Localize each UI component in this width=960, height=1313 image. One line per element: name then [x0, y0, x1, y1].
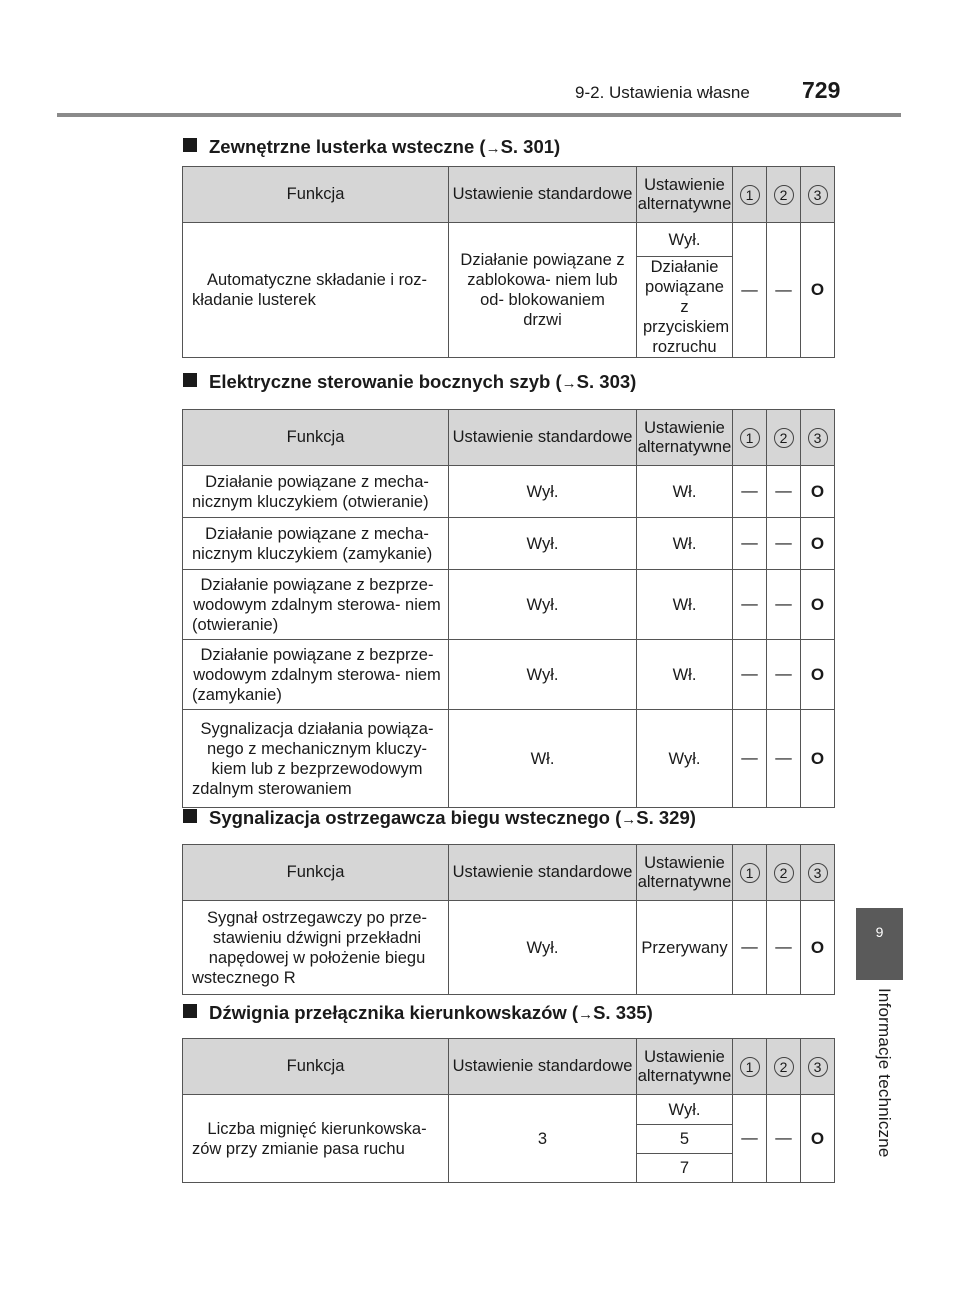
cell-mark-3: O: [801, 901, 835, 995]
section-heading-windows: [183, 371, 636, 393]
col-header-alternative: Ustawienie alternatywne: [637, 1039, 733, 1095]
cell-mark-2: —: [767, 466, 801, 518]
bullet-square-icon: [183, 373, 197, 387]
settings-table-windows: [182, 409, 835, 808]
standard-value: Działanie powiązane z zablokowa- niem lub od- blokowaniem drzwi: [449, 223, 637, 358]
col-header-alternative: Ustawienie alternatywne: [637, 167, 733, 223]
standard-value: 3: [449, 1095, 637, 1183]
alternative-value: Wł.: [637, 466, 733, 518]
chapter-label: Informacje techniczne: [875, 988, 894, 1158]
alternative-value: Wł.: [637, 570, 733, 640]
settings-table-reverse: [182, 844, 835, 995]
cell-mark-2: —: [767, 570, 801, 640]
cell-mark-2: —: [767, 901, 801, 995]
circled-two-icon: 2: [774, 428, 794, 448]
col-header-standard: Ustawienie standardowe: [449, 167, 637, 223]
cell-mark-3: O: [801, 710, 835, 808]
col-header-alternative: Ustawienie alternatywne: [637, 845, 733, 901]
col-header-1: [733, 167, 767, 223]
standard-value: Wył.: [449, 466, 637, 518]
page-reference[interactable]: S. 335): [593, 1002, 653, 1023]
standard-value: Wył.: [449, 901, 637, 995]
circled-three-icon: 3: [808, 863, 828, 883]
table-header-row: [183, 167, 835, 223]
standard-value: Wył.: [449, 570, 637, 640]
section-title: Elektryczne sterowanie bocznych szyb (: [209, 371, 562, 392]
col-header-function: Funkcja: [183, 1039, 449, 1095]
cell-mark-3: O: [801, 466, 835, 518]
circled-three-icon: 3: [808, 428, 828, 448]
table-header-row: [183, 1039, 835, 1095]
circled-three-icon: 3: [808, 1057, 828, 1077]
settings-table-turn-signal: [182, 1038, 835, 1183]
function-cell: Działanie powiązane z bezprze- wodowym zdalnym sterowa- niem (otwieranie): [183, 570, 449, 640]
cell-mark-1: —: [733, 640, 767, 710]
table-row: [183, 570, 835, 640]
bullet-square-icon: [183, 138, 197, 152]
col-header-function: Funkcja: [183, 845, 449, 901]
alternative-value: 5: [637, 1125, 733, 1154]
alternative-value: Wył.: [637, 710, 733, 808]
section-heading-mirrors: [183, 136, 560, 158]
table-row: [183, 640, 835, 710]
header-title: 9-2. Ustawienia własne: [575, 83, 750, 102]
col-header-1: [733, 845, 767, 901]
function-cell: Działanie powiązane z mecha- nicznym kluczykiem (zamykanie): [183, 518, 449, 570]
section-heading-turn-signal: [183, 1002, 653, 1024]
circled-two-icon: 2: [774, 185, 794, 205]
bullet-square-icon: [183, 809, 197, 823]
section-heading-reverse: [183, 807, 696, 829]
cell-mark-3: O: [801, 1095, 835, 1183]
table-header-row: [183, 410, 835, 466]
cell-mark-2: —: [767, 1095, 801, 1183]
function-cell: Działanie powiązane z mecha- nicznym kluczykiem (otwieranie): [183, 466, 449, 518]
circled-one-icon: 1: [740, 185, 760, 205]
arrow-right-icon: →: [485, 140, 501, 157]
alternative-value: Wł.: [637, 518, 733, 570]
alternative-value: Przerywany: [637, 901, 733, 995]
col-header-2: [767, 167, 801, 223]
alternative-value: Wył.: [637, 223, 733, 257]
settings-table-mirrors: [182, 166, 835, 358]
circled-two-icon: 2: [774, 863, 794, 883]
col-header-3: [801, 410, 835, 466]
section-title: Sygnalizacja ostrzegawcza biegu wstecznego (: [209, 807, 622, 828]
circled-two-icon: 2: [774, 1057, 794, 1077]
alternative-value: Wł.: [637, 640, 733, 710]
col-header-2: [767, 845, 801, 901]
standard-value: Wł.: [449, 710, 637, 808]
chapter-tab[interactable]: 9: [856, 908, 903, 980]
function-cell: Sygnalizacja działania powiąza- nego z mechanicznym kluczy- kiem lub z bezprzewodowym zdalnym sterowaniem: [183, 710, 449, 808]
cell-mark-1: —: [733, 1095, 767, 1183]
section-title: Dźwignia przełącznika kierunkowskazów (: [209, 1002, 579, 1023]
arrow-right-icon: →: [578, 1006, 594, 1023]
table-row: [183, 518, 835, 570]
page-reference[interactable]: S. 329): [636, 807, 696, 828]
alternative-value: 7: [637, 1154, 733, 1183]
arrow-right-icon: →: [561, 375, 577, 392]
function-cell: Sygnał ostrzegawczy po prze- stawieniu dźwigni przekładni napędowej w położenie biegu wstecznego R: [183, 901, 449, 995]
section-title: Zewnętrzne lusterka wsteczne (: [209, 136, 486, 157]
function-cell: Działanie powiązane z bezprze- wodowym zdalnym sterowa- niem (zamykanie): [183, 640, 449, 710]
alternative-value: Wył.: [637, 1095, 733, 1125]
function-cell: Automatyczne składanie i roz- kładanie lusterek: [183, 223, 449, 358]
bullet-square-icon: [183, 1004, 197, 1018]
arrow-right-icon: →: [621, 811, 637, 828]
table-row: [183, 223, 835, 257]
col-header-standard: Ustawienie standardowe: [449, 1039, 637, 1095]
page-number: 729: [802, 77, 841, 103]
col-header-3: [801, 167, 835, 223]
table-row: [183, 710, 835, 808]
cell-mark-3: O: [801, 518, 835, 570]
circled-one-icon: 1: [740, 428, 760, 448]
cell-mark-2: —: [767, 223, 801, 358]
circled-one-icon: 1: [740, 1057, 760, 1077]
col-header-alternative: Ustawienie alternatywne: [637, 410, 733, 466]
header-rule: [57, 113, 901, 117]
col-header-3: [801, 845, 835, 901]
col-header-standard: Ustawienie standardowe: [449, 410, 637, 466]
cell-mark-1: —: [733, 223, 767, 358]
table-header-row: [183, 845, 835, 901]
cell-mark-2: —: [767, 710, 801, 808]
cell-mark-1: —: [733, 710, 767, 808]
function-cell: Liczba mignięć kierunkowska- zów przy zmianie pasa ruchu: [183, 1095, 449, 1183]
table-row: [183, 1095, 835, 1125]
col-header-3: [801, 1039, 835, 1095]
page-reference[interactable]: S. 301): [500, 136, 561, 157]
col-header-2: [767, 410, 801, 466]
table-row: [183, 466, 835, 518]
cell-mark-1: —: [733, 901, 767, 995]
standard-value: Wył.: [449, 640, 637, 710]
circled-three-icon: 3: [808, 185, 828, 205]
col-header-function: Funkcja: [183, 167, 449, 223]
col-header-function: Funkcja: [183, 410, 449, 466]
col-header-2: [767, 1039, 801, 1095]
col-header-1: [733, 410, 767, 466]
col-header-1: [733, 1039, 767, 1095]
cell-mark-3: O: [801, 223, 835, 358]
cell-mark-3: O: [801, 570, 835, 640]
cell-mark-1: —: [733, 466, 767, 518]
cell-mark-1: —: [733, 518, 767, 570]
cell-mark-2: —: [767, 518, 801, 570]
standard-value: Wył.: [449, 518, 637, 570]
cell-mark-3: O: [801, 640, 835, 710]
col-header-standard: Ustawienie standardowe: [449, 845, 637, 901]
cell-mark-1: —: [733, 570, 767, 640]
page-reference[interactable]: S. 303): [576, 371, 637, 392]
alternative-value: Działanie powiązane z przyciskiem rozruchu: [637, 257, 733, 358]
cell-mark-2: —: [767, 640, 801, 710]
circled-one-icon: 1: [740, 863, 760, 883]
table-row: [183, 901, 835, 995]
